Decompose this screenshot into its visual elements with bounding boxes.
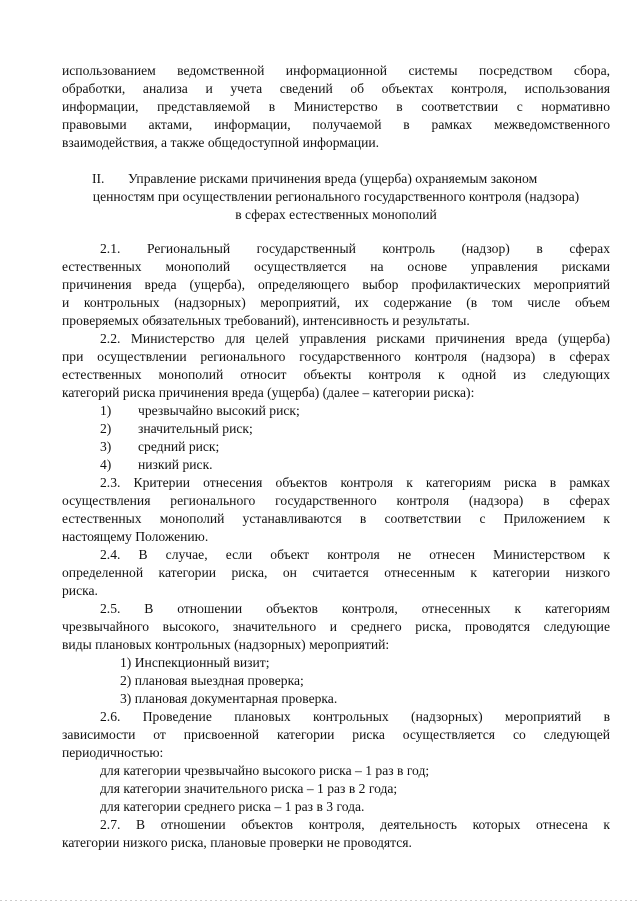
list-item: чрезвычайно высокий риск;	[138, 403, 300, 418]
section-title-line: ценностям при осуществлении регионального государственного контроля (надзора)	[92, 189, 580, 204]
list-item: 2) плановая выездная проверка;	[120, 673, 304, 688]
text-line: использованием ведомственной информационной системы посредством сбора,	[62, 63, 610, 78]
list-item: 3) плановая документарная проверка.	[120, 691, 338, 706]
text-line: определенной категории риска, он считается отнесенным к категории низкого	[62, 565, 610, 580]
list-item: 1) Инспекционный визит;	[120, 655, 270, 670]
text-line: естественных монополий относит объекты контроля к одной из следующих	[62, 367, 610, 382]
text-line: осуществления регионального государственного контроля (надзора) в сферах	[62, 493, 610, 508]
text-line: категорий риска причинения вреда (ущерба) (далее – категории риска):	[62, 385, 475, 400]
list-number: 1)	[100, 403, 112, 418]
text-line: причинения вреда (ущерба), определяющего выбор профилактических мероприятий	[62, 277, 610, 292]
text-line: 2.6. Проведение плановых контрольных (надзорных) мероприятий в	[100, 709, 610, 724]
section-title-line: Управление рисками причинения вреда (ущерба) охраняемым законом	[128, 171, 538, 186]
list-item: низкий риск.	[138, 457, 213, 472]
list-number: 2)	[100, 421, 112, 436]
list-item: для категории чрезвычайно высокого риска – 1 раз в год;	[100, 763, 430, 778]
text-line: проверяемых обязательных требований), интенсивность и результаты.	[62, 313, 470, 328]
text-line: настоящему Положению.	[62, 529, 209, 544]
scan-edge-mark	[0, 900, 640, 901]
text-line: категории низкого риска, плановые проверки не проводятся.	[62, 835, 412, 850]
text-line: зависимости от присвоенной категории риска осуществляется со следующей	[62, 727, 610, 742]
text-line: периодичностью:	[62, 745, 164, 760]
text-line: при осуществлении регионального государственного контроля (надзора) в сферах	[62, 349, 610, 364]
text-line: чрезвычайного высокого, значительного и среднего риска, проводятся следующие	[62, 619, 610, 634]
text-line: взаимодействия, а также общедоступной информации.	[62, 135, 380, 150]
text-line: естественных монополий устанавливаются в соответствии с Приложением к	[62, 511, 610, 526]
section-title-line: в сферах естественных монополий	[235, 207, 437, 222]
text-line: и контрольных (надзорных) мероприятий, их содержание (в том числе объем	[62, 295, 610, 310]
list-number: 4)	[100, 457, 112, 472]
text-line: информации, представляемой в Министерство в соответствии с нормативно	[62, 99, 610, 114]
list-number: 3)	[100, 439, 112, 454]
text-line: естественных монополий осуществляется на основе управления рисками	[62, 259, 610, 274]
text-line: 2.4. В случае, если объект контроля не отнесен Министерством к	[100, 547, 610, 562]
list-item: для категории значительного риска – 1 раз в 2 года;	[100, 781, 398, 796]
text-line: 2.7. В отношении объектов контроля, деятельность которых отнесена к	[100, 817, 610, 832]
text-line: правовыми актами, информации, получаемой в рамках межведомственного	[62, 117, 610, 132]
text-line: виды плановых контрольных (надзорных) мероприятий:	[62, 637, 390, 652]
text-line: 2.5. В отношении объектов контроля, отнесенных к категориям	[100, 601, 610, 616]
list-item: значительный риск;	[138, 421, 253, 436]
text-line: 2.1. Региональный государственный контроль (надзор) в сферах	[100, 241, 610, 256]
text-line: 2.2. Министерство для целей управления рисками причинения вреда (ущерба)	[100, 331, 610, 346]
text-line: 2.3. Критерии отнесения объектов контроля к категориям риска в рамках	[100, 475, 610, 490]
section-number: II.	[92, 171, 105, 186]
list-item: для категории среднего риска – 1 раз в 3 года.	[100, 799, 365, 814]
text-line: риска.	[62, 583, 98, 598]
text-line: обработки, анализа и учета сведений об объектах контроля, использования	[62, 81, 610, 96]
list-item: средний риск;	[138, 439, 220, 454]
